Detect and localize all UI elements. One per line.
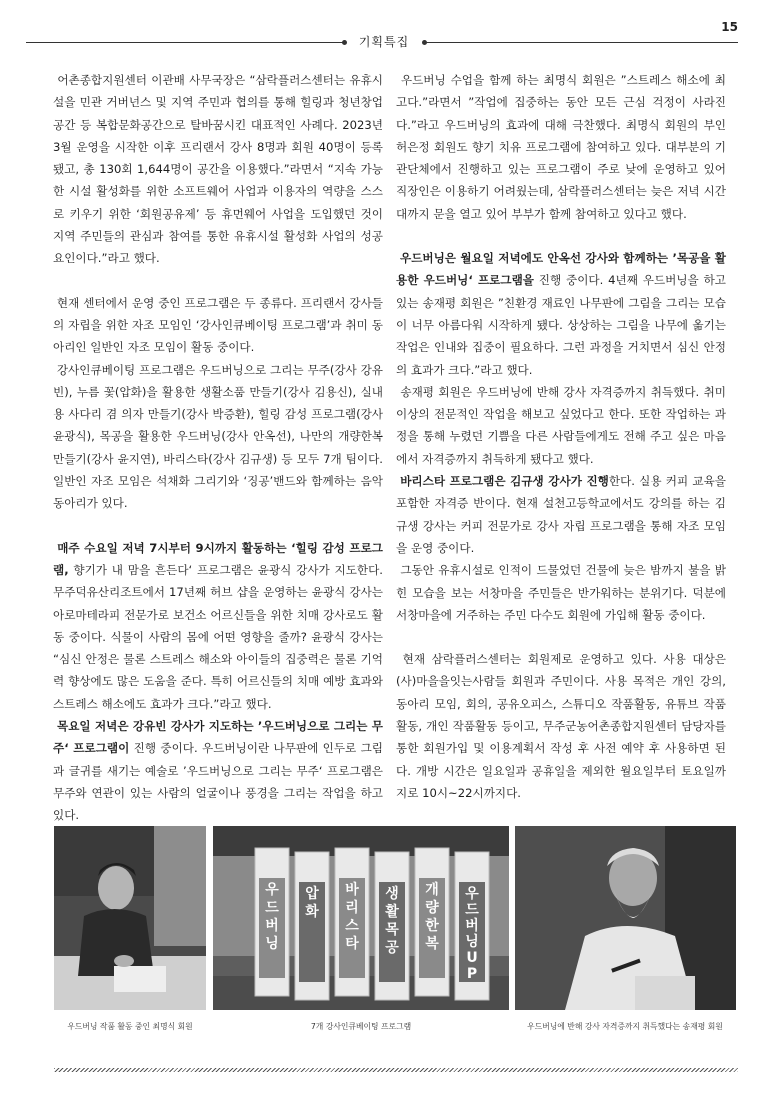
banner-label-char: 타: [345, 936, 359, 952]
photo-caption-3: 우드버닝에 반해 강사 자격증까지 취득했다는 송재평 회원: [527, 1022, 723, 1031]
paragraph-gap: [53, 515, 383, 537]
paragraph: [396, 559, 726, 626]
paragraph-text: 향기가 내 맘을 흔든다‘ 프로그램은 윤광식 강사가 지도한다. 무주덕유산리조트에서 17년째 허브 샵을 운영하는 윤광식 강사는 아로마테라피 전문가로 보건소 어르신들을 위한 치매 강사로도 활동 중이다. 식물이 사람의 몸에 어떤 영향을 줄까? 윤광식 강사는 “심신 안정은 물론 스트레스 해소와 아이들의 집중력은 물론 기억력 향상에도 많은 도움을 준다. 특히 어르신들의 치매 예방 효과와 스트레스 해소에도 효과가 크다.”라고 했다.: [53, 562, 383, 711]
paragraph-highlight: 우드버닝은 월요일 저녁에도 안옥선 강사와 함께하는 ’목공을 활용한 우드버닝‘ 프로그램을: [396, 251, 726, 288]
program-banner: [295, 852, 329, 1000]
paragraph-text: 어촌종합지원센터 이관배 사무국장은 “삼락플러스센터는 유휴시설을 민관 거버넌스 및 지역 주민과 협의를 통해 힐링과 청년창업 공간 등 복합문화공간으로 탈바꿈시킨 대표적인 사례다. 2023년 3월 운영을 시작한 이후 프리랜서 강사 8명과 회원 40명이 등록됐고, 총 130회 1,644명이 공간을 이용했다.”라면서 “지속 가능한 시설 활성화를 위한 소프트웨어 사업과 이용자의 역량을 스스로 키우기 위한 ‘회원공유제’ 등 휴먼웨어 사업을 도입했던 것이 지역 주민들의 관심과 참여를 통한 유휴시설 활성화 사업의 성공 요인이다.”라고 했다.: [53, 73, 384, 266]
banner-label-char: 바: [345, 882, 359, 898]
banner-label-char: 개: [425, 882, 439, 898]
photo-instructor-member: [515, 826, 736, 1010]
paragraph-gap: [396, 626, 726, 648]
program-banner: [335, 848, 369, 996]
banner-label-char: 한: [425, 918, 439, 934]
paragraph: [53, 715, 383, 826]
banner-label-char: P: [466, 966, 478, 982]
photo-caption-1: 우드버닝 작품 활동 중인 최명식 회원: [67, 1022, 193, 1031]
banner-label-char: 우: [265, 882, 279, 898]
program-banner: [455, 852, 489, 1000]
banner-label-char: 활: [385, 904, 399, 920]
banner-label-char: 압: [305, 886, 319, 902]
photo-program-banners: [213, 826, 509, 1010]
paragraph-text: 한다. 실용 커피 교육을 포함한 자격증 반이다. 현재 설천고등학교에서도 강의를 하는 김규생 강사는 커피 전문가로 강사 자립 프로그램을 통해 자조 모임을 운영 중이다.: [396, 474, 726, 555]
banner-label-char: 스: [345, 918, 359, 934]
paragraph-text: 진행 중이다. 우드버닝이란 나무판에 인두로 그림과 글귀를 새기는 예술로 ’우드버닝으로 그리는 무주‘ 프로그램은 무주와 연관이 있는 사람의 얼굴이나 풍경을 그리는 작업을 하고 있다.: [53, 741, 383, 823]
paragraph-text: 강사인큐베이팅 프로그램은 우드버닝으로 그리는 무주(강사 강유빈), 누름 꽃(압화)을 활용한 생활소품 만들기(강사 김용신), 실내용 사다리 겸 의자 만들기(강사 박증환), 힐링 감성 프로그램(강사 윤광식), 목공을 활용한 우드버닝(강사 안옥선), 나만의 개량한복 만들기(강사 윤지연), 바리스타(강사 김규생) 등 모두 7개 팀이다. 일반인 자조 모임은 석채화 그리기와 ‘징공’밴드와 함께하는 음악 동아리가 있다.: [53, 362, 384, 511]
paragraph-highlight: 바리스타 프로그램은 김규생 강사가 진행: [400, 474, 609, 489]
paragraph: [53, 292, 383, 359]
banner-label-char: U: [466, 950, 478, 966]
paragraph-gap: [53, 270, 383, 292]
photo-woodburning-member: [54, 826, 206, 1010]
paragraph: [396, 69, 726, 225]
banner-label-char: 생: [385, 886, 399, 902]
left-column: [53, 69, 383, 827]
page-number: 15: [721, 20, 738, 34]
paragraph-text: 진행 중이다. 4년째 우드버닝을 하고 있는 송재평 회원은 ”친환경 재료인 나무판에 그림을 그리는 모습이 너무 아름다워 시작하게 됐다. 상상하는 그림을 나무에 옮기는 작업은 인내와 집중이 필요하다. 그런 과정을 거치면서 심신 안정의 효과가 크다.”라고 했다.: [396, 273, 726, 377]
paragraph-highlight: 매주 수요일 저녁 7시부터 9시까지 활동하는 ‘힐링 감성 프로그램,: [53, 540, 384, 577]
paragraph: [396, 247, 726, 381]
header-rule-right: [424, 42, 738, 43]
paragraph-text: 그동안 유휴시설로 인적이 드물었던 건물에 늦은 밤까지 불을 밝힌 모습을 보는 서창마을 주민들은 반가워하는 분위기다. 덕분에 서창마을에 거주하는 주민 다수도 회원에 가입해 활동 중이다.: [396, 563, 726, 622]
banner-label-char: 드: [265, 900, 279, 916]
footer-band: [54, 1068, 738, 1072]
banner-label-char: 버: [465, 918, 479, 934]
right-column: [396, 69, 726, 804]
banner-label-char: 복: [425, 936, 439, 952]
banner-label-char: 드: [465, 902, 479, 918]
paragraph: [396, 470, 726, 559]
paragraph: [396, 381, 726, 470]
banner-label-char: 화: [305, 904, 319, 920]
program-banner: [255, 848, 289, 996]
program-banner: [415, 848, 449, 996]
paragraph-text: 현재 센터에서 운영 중인 프로그램은 두 종류다. 프리랜서 강사들의 자립을 위한 자조 모임인 ‘강사인큐베이팅 프로그램’과 취미 동아리인 일반인 자조 모임이 활동 중이다.: [53, 295, 384, 355]
program-banner: [375, 852, 409, 1000]
banner-label-char: 공: [385, 940, 399, 956]
header-rule-left: [26, 42, 344, 43]
banner-label-char: 우: [465, 886, 479, 902]
paragraph: [53, 69, 383, 270]
banner-label-char: 량: [425, 900, 439, 916]
paragraph-gap: [396, 225, 726, 247]
paragraph-text: 현재 삼락플러스센터는 회원제로 운영하고 있다. 사용 대상은 (사)마을을잇는사람들 회원과 주민이다. 사용 목적은 개인 강의, 동아리 모임, 회의, 공유오피스, 스튜디오 작품활동, 유튜브 작품활동, 개인 작품활동 등이고, 무주군농어촌종합지원센터 담당자를 통한 회원가입 및 이용계획서 작성 후 사전 예약 후 사용하면 된다. 개방 시간은 일요일과 공휴일을 제외한 월요일부터 토요일까지로 10시~22시까지다.: [396, 652, 726, 800]
paragraph-highlight: 목요일 저녁은 강유빈 강사가 지도하는 ’우드버닝으로 그리는 무주‘ 프로그램이: [53, 719, 383, 756]
section-title: 기획특집: [358, 35, 410, 49]
banner-label-char: 닝: [265, 936, 279, 952]
photo-caption-2: 7개 강사인큐베이팅 프로그램: [310, 1022, 412, 1031]
banner-label-char: 버: [265, 918, 279, 934]
paragraph-text: 우드버닝 수업을 함께 하는 최명식 회원은 ”스트레스 해소에 최고다.”라면서 ”작업에 집중하는 동안 모든 근심 걱정이 사라진다.”라고 우드버닝의 효과에 대해 극찬했다. 최명식 회원의 부인 허은정 회원도 향기 치유 프로그램에 참여하고 있다. 대부분의 기관단체에서 진행하고 있는 프로그램이 주로 낮에 운영하고 있어 직장인은 이용하기 어려웠는데, 삼락플러스센터는 늦은 저녁 시간대까지 문을 열고 있어 부부가 함께 참여하고 있다고 했다.: [396, 73, 726, 221]
paragraph: [396, 648, 726, 804]
banner-label-char: 리: [345, 900, 359, 916]
paragraph: [53, 537, 383, 715]
banner-label-char: 목: [385, 922, 399, 938]
banner-label-char: 닝: [465, 934, 479, 950]
paragraph: [53, 359, 383, 515]
paragraph-text: 송재평 회원은 우드버닝에 반해 강사 자격증까지 취득했다. 취미 이상의 전문적인 작업을 해보고 싶었다고 한다. 또한 작업하는 과정을 통해 누렸던 기쁨을 다른 사람들에게도 전해 주고 싶은 마음에서 자격증까지 취득하게 됐다고 했다.: [396, 384, 726, 466]
